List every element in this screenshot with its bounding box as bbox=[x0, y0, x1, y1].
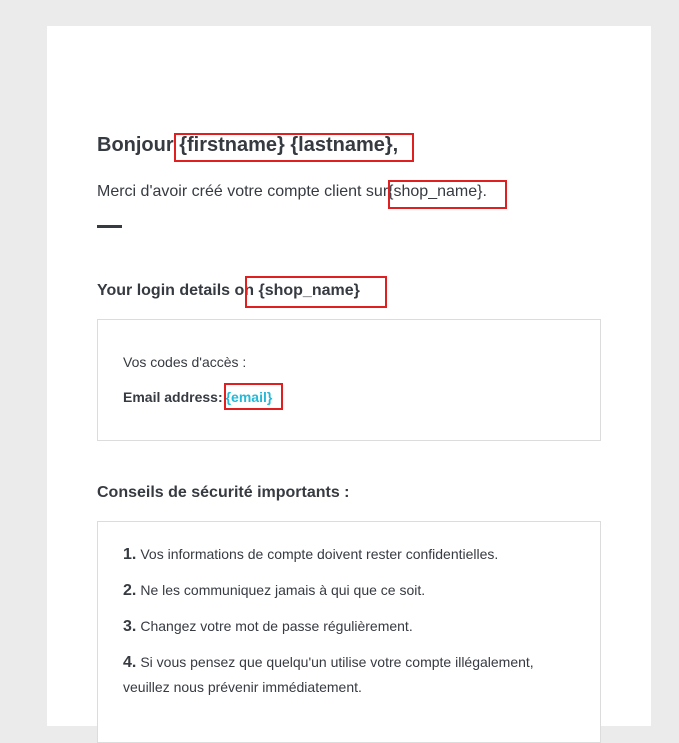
greeting-name: {firstname} {lastname}, bbox=[179, 134, 399, 156]
login-details-box bbox=[97, 319, 601, 441]
tip-number: 4. bbox=[123, 654, 137, 671]
tip-number: 2. bbox=[123, 582, 137, 599]
email-address-label: Email address: bbox=[123, 389, 223, 405]
highlight-box-shop bbox=[388, 180, 507, 209]
email-card bbox=[47, 26, 651, 726]
access-codes-label: Vos codes d'accès : bbox=[123, 354, 247, 370]
list-item bbox=[123, 542, 563, 567]
tip-number: 1. bbox=[123, 546, 137, 563]
intro-shop-name: {shop_name}. bbox=[388, 183, 487, 200]
login-heading-prefix: Your login details o bbox=[97, 282, 245, 299]
list-item bbox=[123, 578, 563, 603]
divider bbox=[97, 225, 122, 228]
email-address-value[interactable]: {email} bbox=[225, 389, 273, 405]
highlight-box-name bbox=[174, 133, 414, 162]
highlight-box-email bbox=[224, 383, 283, 410]
highlight-box-login-shop bbox=[245, 276, 387, 308]
list-item bbox=[123, 650, 563, 700]
intro-prefix: Merci d'avoir créé votre compte client sur bbox=[97, 183, 389, 200]
list-item bbox=[123, 614, 563, 639]
login-heading-shop: n {shop_name} bbox=[244, 282, 360, 299]
greeting-prefix: Bonjour bbox=[97, 134, 174, 156]
tip-text: Ne les communiquez jamais à qui que ce soit. bbox=[140, 582, 426, 598]
security-tips-heading: Conseils de sécurité importants : bbox=[97, 484, 350, 501]
tip-text: Changez votre mot de passe régulièrement. bbox=[140, 618, 413, 634]
tip-text: Vos informations de compte doivent rester confidentielles. bbox=[140, 546, 499, 562]
tip-number: 3. bbox=[123, 618, 137, 635]
tip-text: Si vous pensez que quelqu'un utilise votre compte illégalement, veuillez nous prévenir immédiatement. bbox=[123, 654, 534, 695]
